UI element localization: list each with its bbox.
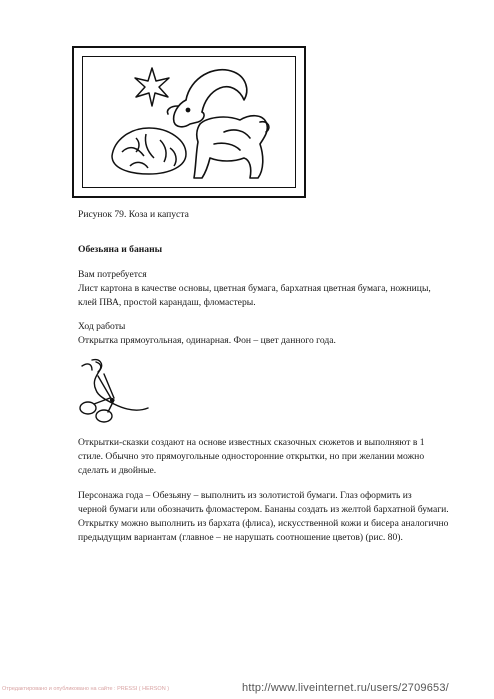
star-icon xyxy=(135,68,169,106)
figure-illustration xyxy=(74,48,308,200)
needs-line: клей ПВА, простой карандаш, фломастеры. xyxy=(78,297,256,308)
paragraph-line: Открытки-сказки создают на основе известных сказочных сюжетов и выполняют в 1 xyxy=(78,437,425,448)
paragraph-line: предыдущим вариантам (главное – не нарушать соотношение цветов) (рис. 80). xyxy=(78,532,403,543)
figure-caption: Рисунок 79. Коза и капуста xyxy=(78,209,189,220)
watermark-left: Отредактировано и опубликовано на сайте : PRESSI ( HERSON ) xyxy=(2,686,170,692)
paragraph-line: Персонажа года – Обезьяну – выполнить из золотистой бумаги. Глаз оформить из xyxy=(78,490,412,501)
section-title: Обезьяна и бананы xyxy=(78,244,163,255)
watermark-url: http://www.liveinternet.ru/users/2709653/ xyxy=(242,682,449,694)
needs-heading: Вам потребуется xyxy=(78,269,147,280)
cabbage-icon xyxy=(112,128,186,174)
figure-frame xyxy=(72,46,306,198)
work-line: Открытка прямоугольная, одинарная. Фон – цвет данного года. xyxy=(78,335,336,346)
scissors-icon xyxy=(74,356,154,428)
paragraph-line: стиле. Обычно это прямоугольные односторонние открытки, но при желании можно xyxy=(78,451,425,462)
work-heading: Ход работы xyxy=(78,321,126,332)
paragraph-line: черной бумаги или обозначить фломастером. Бананы создать из желтой бархатной бумаги. xyxy=(78,504,449,515)
paragraph-line: сделать и двойные. xyxy=(78,465,157,476)
needs-line: Лист картона в качестве основы, цветная бумага, бархатная цветная бумага, ножницы, xyxy=(78,283,431,294)
paragraph-line: Открытку можно выполнить из бархата (флиса), искусственной кожи и бисера аналогично xyxy=(78,518,449,529)
